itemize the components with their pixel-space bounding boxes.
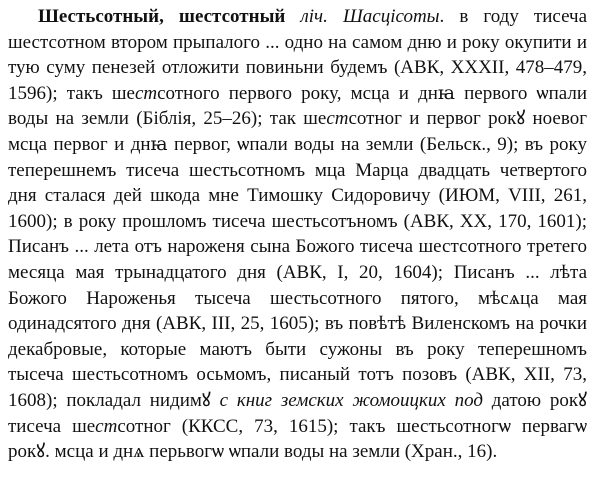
entry-text-4: датою рокꙋ тисеча ше — [8, 389, 588, 437]
dictionary-entry — [8, 4, 587, 465]
entry-text-1: . в году тисеча шестсотном втором прыпалого ... одно на самом дню и року окупити и тую суму пенезей отложити повиньни будемъ (АВК, XXXII, 478–479, 1596); такъ ше — [8, 6, 588, 104]
entry-text-5: сотног (ККСС, 73, 1615); такъ шестьсотногѡ первагѡ рокꙋ. мсца и днѧ перьвогѡ ѡпали воды на земли (Хран., 16). — [8, 415, 588, 463]
entry-text-3: сотног и первог рокꙋ ноевог мсца первог и днꙗ первог, ѡпали воды на земли (Бельск., 9); въ року теперешнемъ тисеча шестьсотномъ мца Марца двадцать четвертого дня сталася дей шкода мне Тимошку Сидоровичу (ИЮМ, VIII, 261, 1600); в року прошломъ тисеча шестьсотъномъ (АВК, XX, 170, 1601); Писанъ ... лета отъ нароженя сына Божого тисеча шестсотного третего месяца мая трынадцатого дня (АВК, I, 20, 1604); Писанъ ... лѣта Божого Нароженья тысеча шестьсотного пятого, мѣсѧца мая одинадсятого дня (АВК, III, 25, 1605); въ повѣтѣ Виленскомъ на рочки декабровые, которые маютъ быти сужоны въ року теперешномъ тысеча шестьсотномъ осьмомъ, писаный тотъ позовъ (АВК, XII, 73, 1608); покладал нидимꙋ — [8, 108, 587, 411]
entry-italic-1: ст — [134, 82, 158, 104]
entry-italic-3: с книг земских жомоицких под — [219, 389, 483, 411]
entry-text-2: сотного первого року, мсца и днꙗ первого ѡпали воды на земли (Біблія, 25–26); так ше — [8, 82, 587, 130]
entry-italic-4: ст — [95, 415, 118, 437]
headword: Шестьсотный, шестсотный — [38, 6, 286, 27]
entry-italic-2: ст — [326, 108, 349, 130]
belarusian-equivalent: Шасцісоты — [342, 6, 440, 27]
grammar-label: ліч. — [300, 6, 328, 27]
